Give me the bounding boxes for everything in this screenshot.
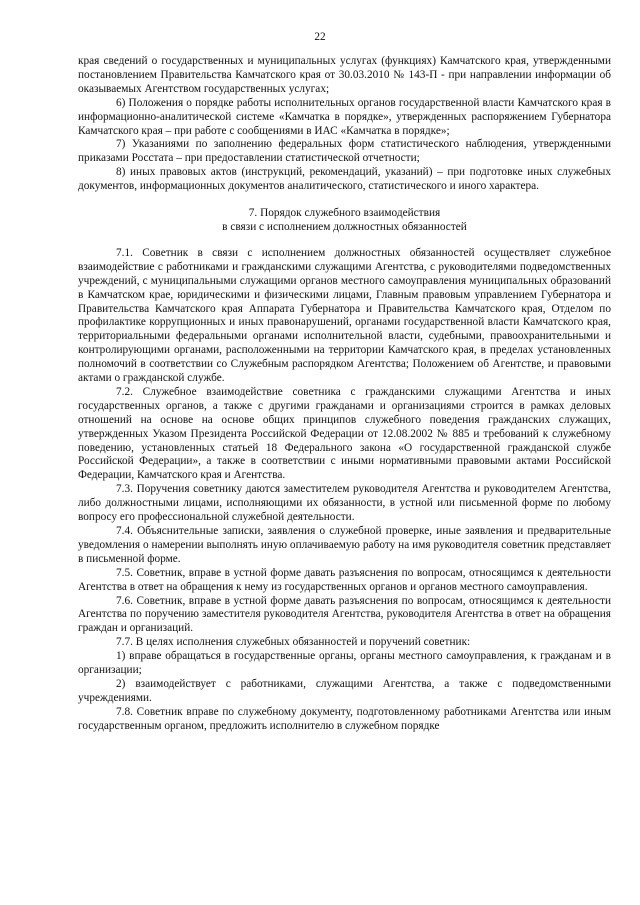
list-item-7: 7) Указаниями по заполнению федеральных форм статистического наблюдения, утвержденными приказами Росстата – при предоставлении статистической отчетности; (78, 138, 611, 165)
page-number: 22 (314, 31, 326, 43)
clause-7-4: 7.4. Объяснительные записки, заявления о служебной проверке, иные заявления и предварительные уведомления о намерении выполнять иную оплачиваемую работу на имя руководителя советник представляет в письменной форме. (78, 525, 611, 565)
clause-7-7: 7.7. В целях исполнения служебных обязанностей и поручений советник: (116, 636, 471, 649)
clause-7-6: 7.6. Советник, вправе в устной форме давать разъяснения по вопросам, относящимся к деятельности Агентства по поручению заместителя руководителя Агентства, руководителя Агентства в ответ на обращения граждан и организаций. (78, 594, 611, 635)
list-item-8: 8) иных правовых актов (инструкций, рекомендаций, указаний) – при подготовке иных служебных документов, информационных документов аналитического, статистического и иного характера. (78, 166, 611, 193)
clause-7-7-item-2: 2) взаимодействует с работниками, служащими Агентства, а также с подведомственными учреждениями. (78, 677, 611, 704)
clause-7-7-item-1: 1) вправе обращаться в государственные органы, органы местного самоуправления, к гражданам и в организации; (78, 650, 611, 677)
clause-7-1: 7.1. Советник в связи с исполнением должностных обязанностей осуществляет служебное взаимодействие с работниками и гражданскими служащими Агентства, с руководителями подведомственных учреждений, с муниципальными служащими органов местного самоуправления муниципальных образований в Камчатском крае, юридическими и физическими лицами, Главным правовым управлением Губернатора и Правительства Камчатского края Аппарата Губернатора и Правительства Камчатского края, Отделом по профилактике коррупционных и иных правонарушений, органами государственной власти Камчатского края, территориальными федеральными органами исполнительной власти, судебными, правоохранительными и контролирующими органами, расположенными на территории Камчатского края, в пределах установленных полномочий в соответствии со Служебным распорядком Агентства; Положением об Агентстве, и правовыми актами о гражданской службе. (78, 246, 611, 385)
clause-7-2: 7.2. Служебное взаимодействие советника с гражданскими служащими Агентства и иных государственных органов, а также с другими гражданами и организациями строится в рамках деловых отношений на основе на основе общих принципов служебного поведения гражданских служащих, утвержденных Указом Президента Российской Федерации от 12.08.2002 № 885 и требований к служебному поведению, установленных статьей 18 Федерального закона «О государственной гражданской службе Российской Федерации», а также в соответствии с иными нормативными правовыми актами Российской Федерации, Камчатского края и Агентства. (78, 385, 611, 482)
clause-7-5: 7.5. Советник, вправе в устной форме давать разъяснения по вопросам, относящимся к деятельности Агентства в ответ на обращения к нему из государственных органов и органов местного самоуправления. (78, 566, 611, 593)
clause-7-3: 7.3. Поручения советнику даются заместителем руководителя Агентства и руководителем Агентства, либо должностными лицами, исполняющими их обязанности, в устной или письменной форме по любому вопросу его профессиональной служебной деятельности. (78, 483, 611, 524)
document-body (78, 55, 611, 734)
list-item-6: 6) Положения о порядке работы исполнительных органов государственной власти Камчатского края в информационно-аналитической системе «Камчатка в порядке», утвержденных распоряжением Губернатора Камчатского края – при работе с сообщениями в ИАС «Камчатка в порядке»; (78, 96, 611, 137)
clause-7-8: 7.8. Советник вправе по служебному документу, подготовленному работниками Агентства или иным государственным органом, предложить исполнителю в служебном порядке (78, 705, 611, 732)
section-title-line-2: в связи с исполнением должностных обязанностей (222, 220, 467, 233)
section-title-line-1: 7. Порядок служебного взаимодействия (248, 207, 441, 220)
paragraph-continuation: края сведений о государственных и муниципальных услугах (функциях) Камчатского края, утвержденными постановлением Правительства Камчатского края от 30.03.2010 № 143-П - при направлении информации об оказываемых Агентством государственных услугах; (78, 55, 611, 95)
